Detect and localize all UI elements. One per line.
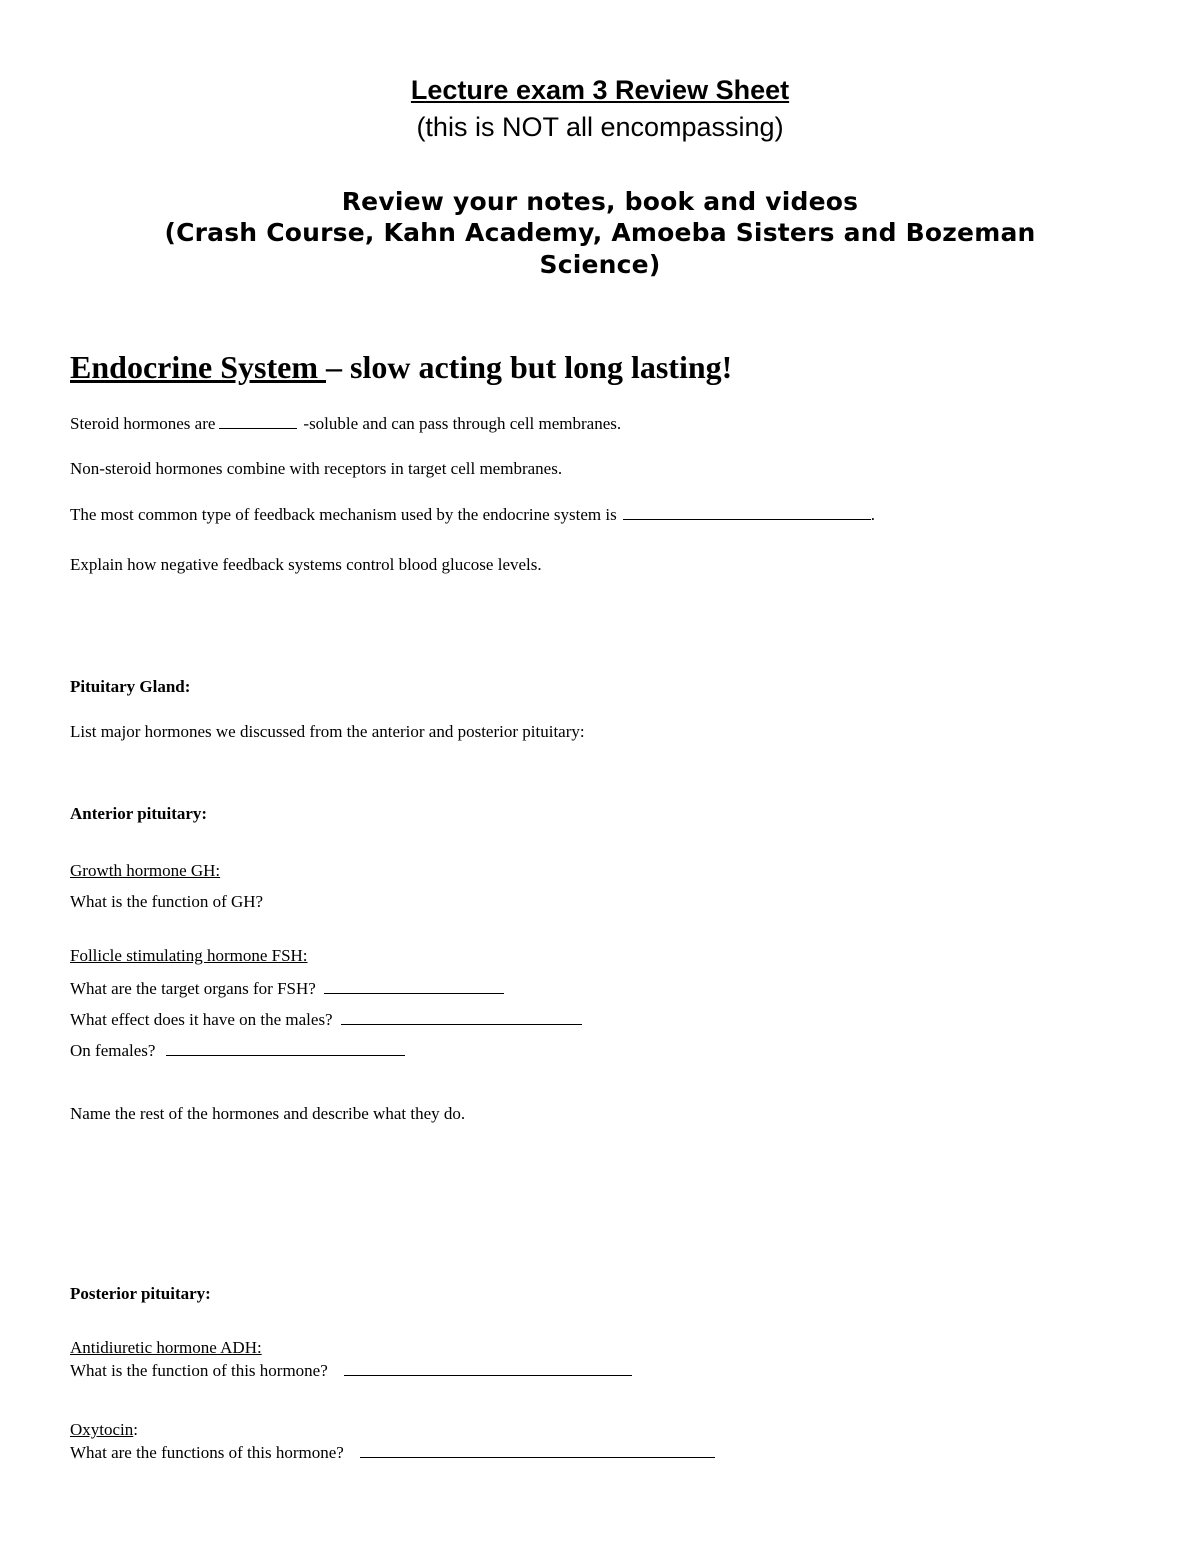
endocrine-heading-underlined: Endocrine System [70,349,326,385]
endocrine-heading-rest: – slow acting but long lasting! [326,349,733,385]
oxytocin-label [70,1420,138,1440]
anterior-heading: Anterior pituitary: [70,804,208,823]
nonsteroid-sentence: Non-steroid hormones combine with receptors in target cell membranes. [70,459,563,478]
steroid-sentence [70,414,621,434]
rest-hormones-prompt: Name the rest of the hormones and describe what they do. [70,1104,466,1123]
steroid-text-before: Steroid hormones are [70,414,216,433]
fsh-q1-text: What are the target organs for FSH? [70,979,316,998]
document-subtitle: (this is NOT all encompassing) [416,112,784,142]
oxytocin-label-text: Oxytocin [70,1420,134,1439]
gh-question: What is the function of GH? [70,892,264,911]
review-line-1: Review your notes, book and videos [341,187,859,216]
endocrine-heading [70,349,732,386]
review-line-2: (Crash Course, Kahn Academy, Amoeba Sisters and Bozeman [164,218,1036,247]
feedback-blank[interactable] [623,518,871,520]
adh-question [70,1361,632,1381]
gh-label: Growth hormone GH: [70,861,221,880]
feedback-text: The most common type of feedback mechanism used by the endocrine system is [70,505,617,524]
fsh-q2-text: What effect does it have on the males? [70,1010,333,1029]
posterior-heading: Posterior pituitary: [70,1284,211,1303]
feedback-sentence [70,505,875,525]
adh-label: Antidiuretic hormone ADH: [70,1338,262,1357]
adh-q-text: What is the function of this hormone? [70,1361,328,1380]
document-title [0,75,1200,106]
steroid-blank[interactable] [219,427,297,429]
oxytocin-blank[interactable] [360,1456,715,1458]
fsh-q3-text: On females? [70,1041,156,1060]
oxytocin-colon: : [133,1420,139,1439]
adh-blank[interactable] [344,1374,632,1376]
fsh-question-2 [70,1010,582,1030]
fsh-q1-blank[interactable] [324,992,504,994]
fsh-q3-blank[interactable] [166,1054,405,1056]
review-line-3: Science) [539,250,661,279]
oxytocin-q-text: What are the functions of this hormone? [70,1443,344,1462]
title-text: Lecture exam 3 Review Sheet [410,75,790,105]
feedback-period: . [870,505,875,524]
explain-prompt: Explain how negative feedback systems control blood glucose levels. [70,555,542,574]
fsh-label: Follicle stimulating hormone FSH: [70,946,308,965]
fsh-question-3 [70,1041,405,1061]
steroid-text-after: -soluble and can pass through cell membranes. [303,414,622,433]
fsh-question-1 [70,979,504,999]
pituitary-list-prompt: List major hormones we discussed from the anterior and posterior pituitary: [70,722,585,741]
fsh-q2-blank[interactable] [341,1023,582,1025]
pituitary-heading: Pituitary Gland: [70,677,191,696]
oxytocin-question [70,1443,715,1463]
